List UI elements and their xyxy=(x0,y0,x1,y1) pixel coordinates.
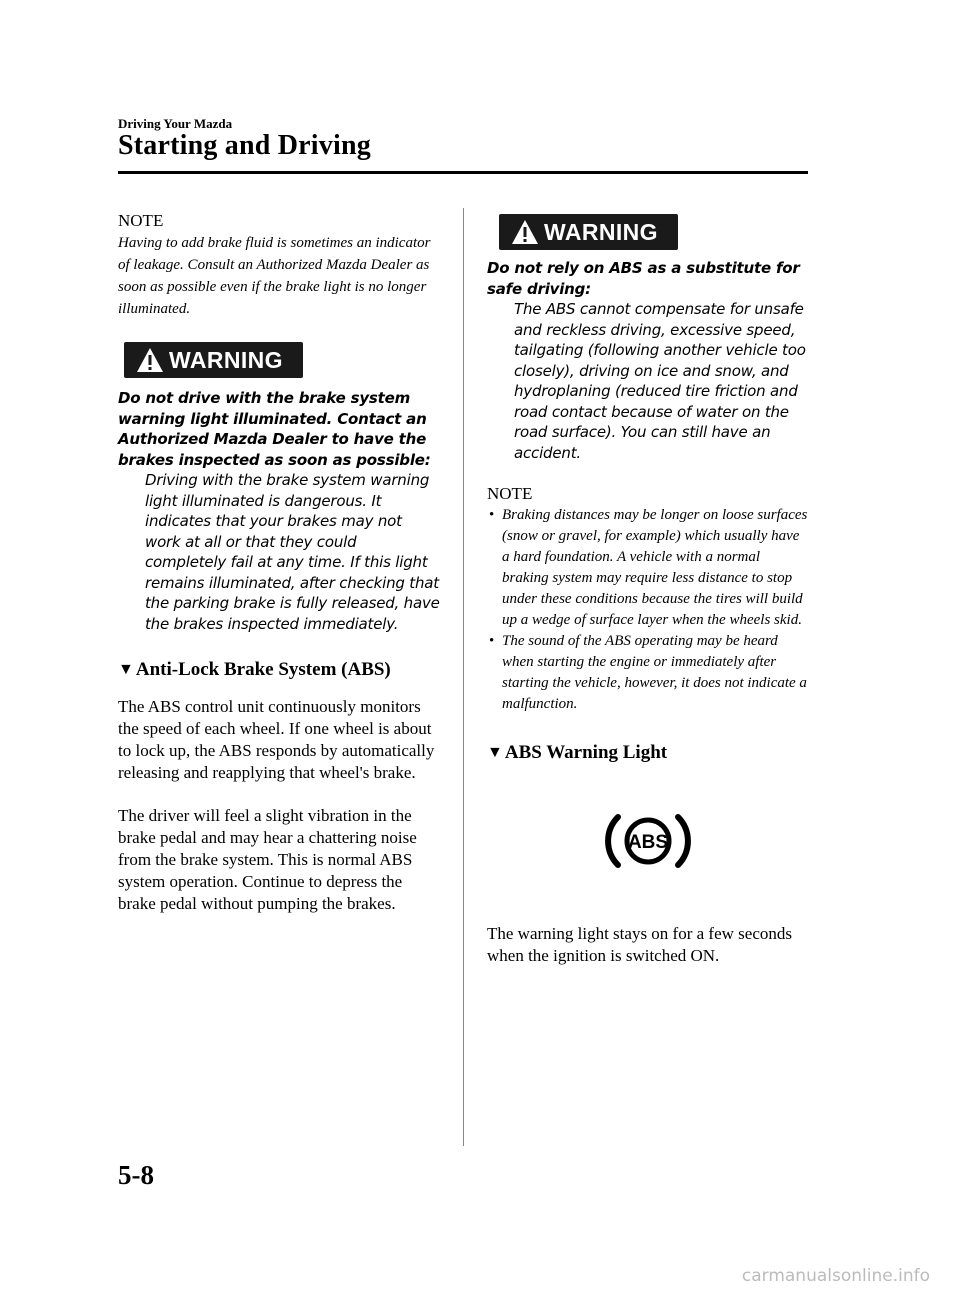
header-rule xyxy=(118,171,808,174)
triangle-marker-icon: ▼ xyxy=(118,661,134,678)
site-watermark: carmanualsonline.info xyxy=(741,1266,930,1286)
section-heading-text: Anti-Lock Brake System (ABS) xyxy=(135,659,391,680)
section-heading-abs-light xyxy=(487,741,809,765)
warning-badge xyxy=(124,342,303,378)
abs-paragraph-2: The driver will feel a slight vibration in the brake pedal and may hear a chattering noise from the brake system. This is normal ABS system operation. Continue to depress the brake pedal without pumping the brakes. xyxy=(118,806,417,913)
warning-triangle-icon xyxy=(136,347,164,373)
note-list xyxy=(487,505,809,715)
triangle-marker-icon: ▼ xyxy=(487,744,503,761)
warning-detail: The ABS cannot compensate for unsafe and reckless driving, excessive speed, tailgating (following another vehicle too closely), driving on ice and snow, and hydroplaning (reduced tire friction and road contact because of water on the road surface). You can still have an accident. xyxy=(514,300,806,462)
warning-lead: Do not drive with the brake system warning light illuminated. Contact an Authorized Mazda Dealer to have the brakes inspected as soon as possible: xyxy=(118,389,431,469)
warning-lead: Do not rely on ABS as a substitute for safe driving: xyxy=(487,259,800,298)
page-number: 5-8 xyxy=(118,1160,154,1190)
abs-paragraph-1: The ABS control unit continuously monitors the speed of each wheel. If one wheel is about to lock up, the ABS responds by automatically releasing and reapplying that wheel's brake. xyxy=(118,697,435,782)
section-heading-abs xyxy=(118,658,440,682)
list-item: • The sound of the ABS operating may be heard when starting the engine or immediately after starting the vehicle, however, it does not indicate a malfunction. xyxy=(487,631,809,715)
warning-label: WARNING xyxy=(544,218,658,245)
abs-warning-light-figure xyxy=(487,809,809,873)
left-column xyxy=(118,210,440,915)
abs-warning-light-icon xyxy=(602,809,694,873)
column-divider xyxy=(463,208,464,1146)
header-section: Driving Your Mazda xyxy=(118,116,233,131)
section-heading-text: ABS Warning Light xyxy=(504,742,668,763)
note-text: Having to add brake fluid is sometimes an indicator of leakage. Consult an Authorized Mazda Dealer as soon as possible even if the brake light is no longer illuminated. xyxy=(118,235,431,317)
note-label: NOTE xyxy=(118,211,164,230)
abs-icon-text: ABS xyxy=(627,832,669,853)
page-title: Starting and Driving xyxy=(118,130,371,161)
list-item: • Braking distances may be longer on loose surfaces (snow or gravel, for example) which usually have a hard foundation. A vehicle with a normal braking system may require less distance to stop under these conditions because the tires will build up a wedge of surface layer when the wheels skid. xyxy=(487,505,809,631)
warning-triangle-icon xyxy=(511,219,539,245)
abs-light-paragraph: The warning light stays on for a few seconds when the ignition is switched ON. xyxy=(487,924,792,965)
note-label: NOTE xyxy=(487,484,533,503)
warning-label: WARNING xyxy=(169,346,283,373)
warning-badge xyxy=(499,214,678,250)
right-column xyxy=(487,214,809,967)
warning-detail: Driving with the brake system warning light illuminated is dangerous. It indicates that your brakes may not work at all or that they could completely fail at any time. If this light remains illuminated, after checking that the parking brake is fully released, have the brakes inspected immediately. xyxy=(145,471,440,633)
